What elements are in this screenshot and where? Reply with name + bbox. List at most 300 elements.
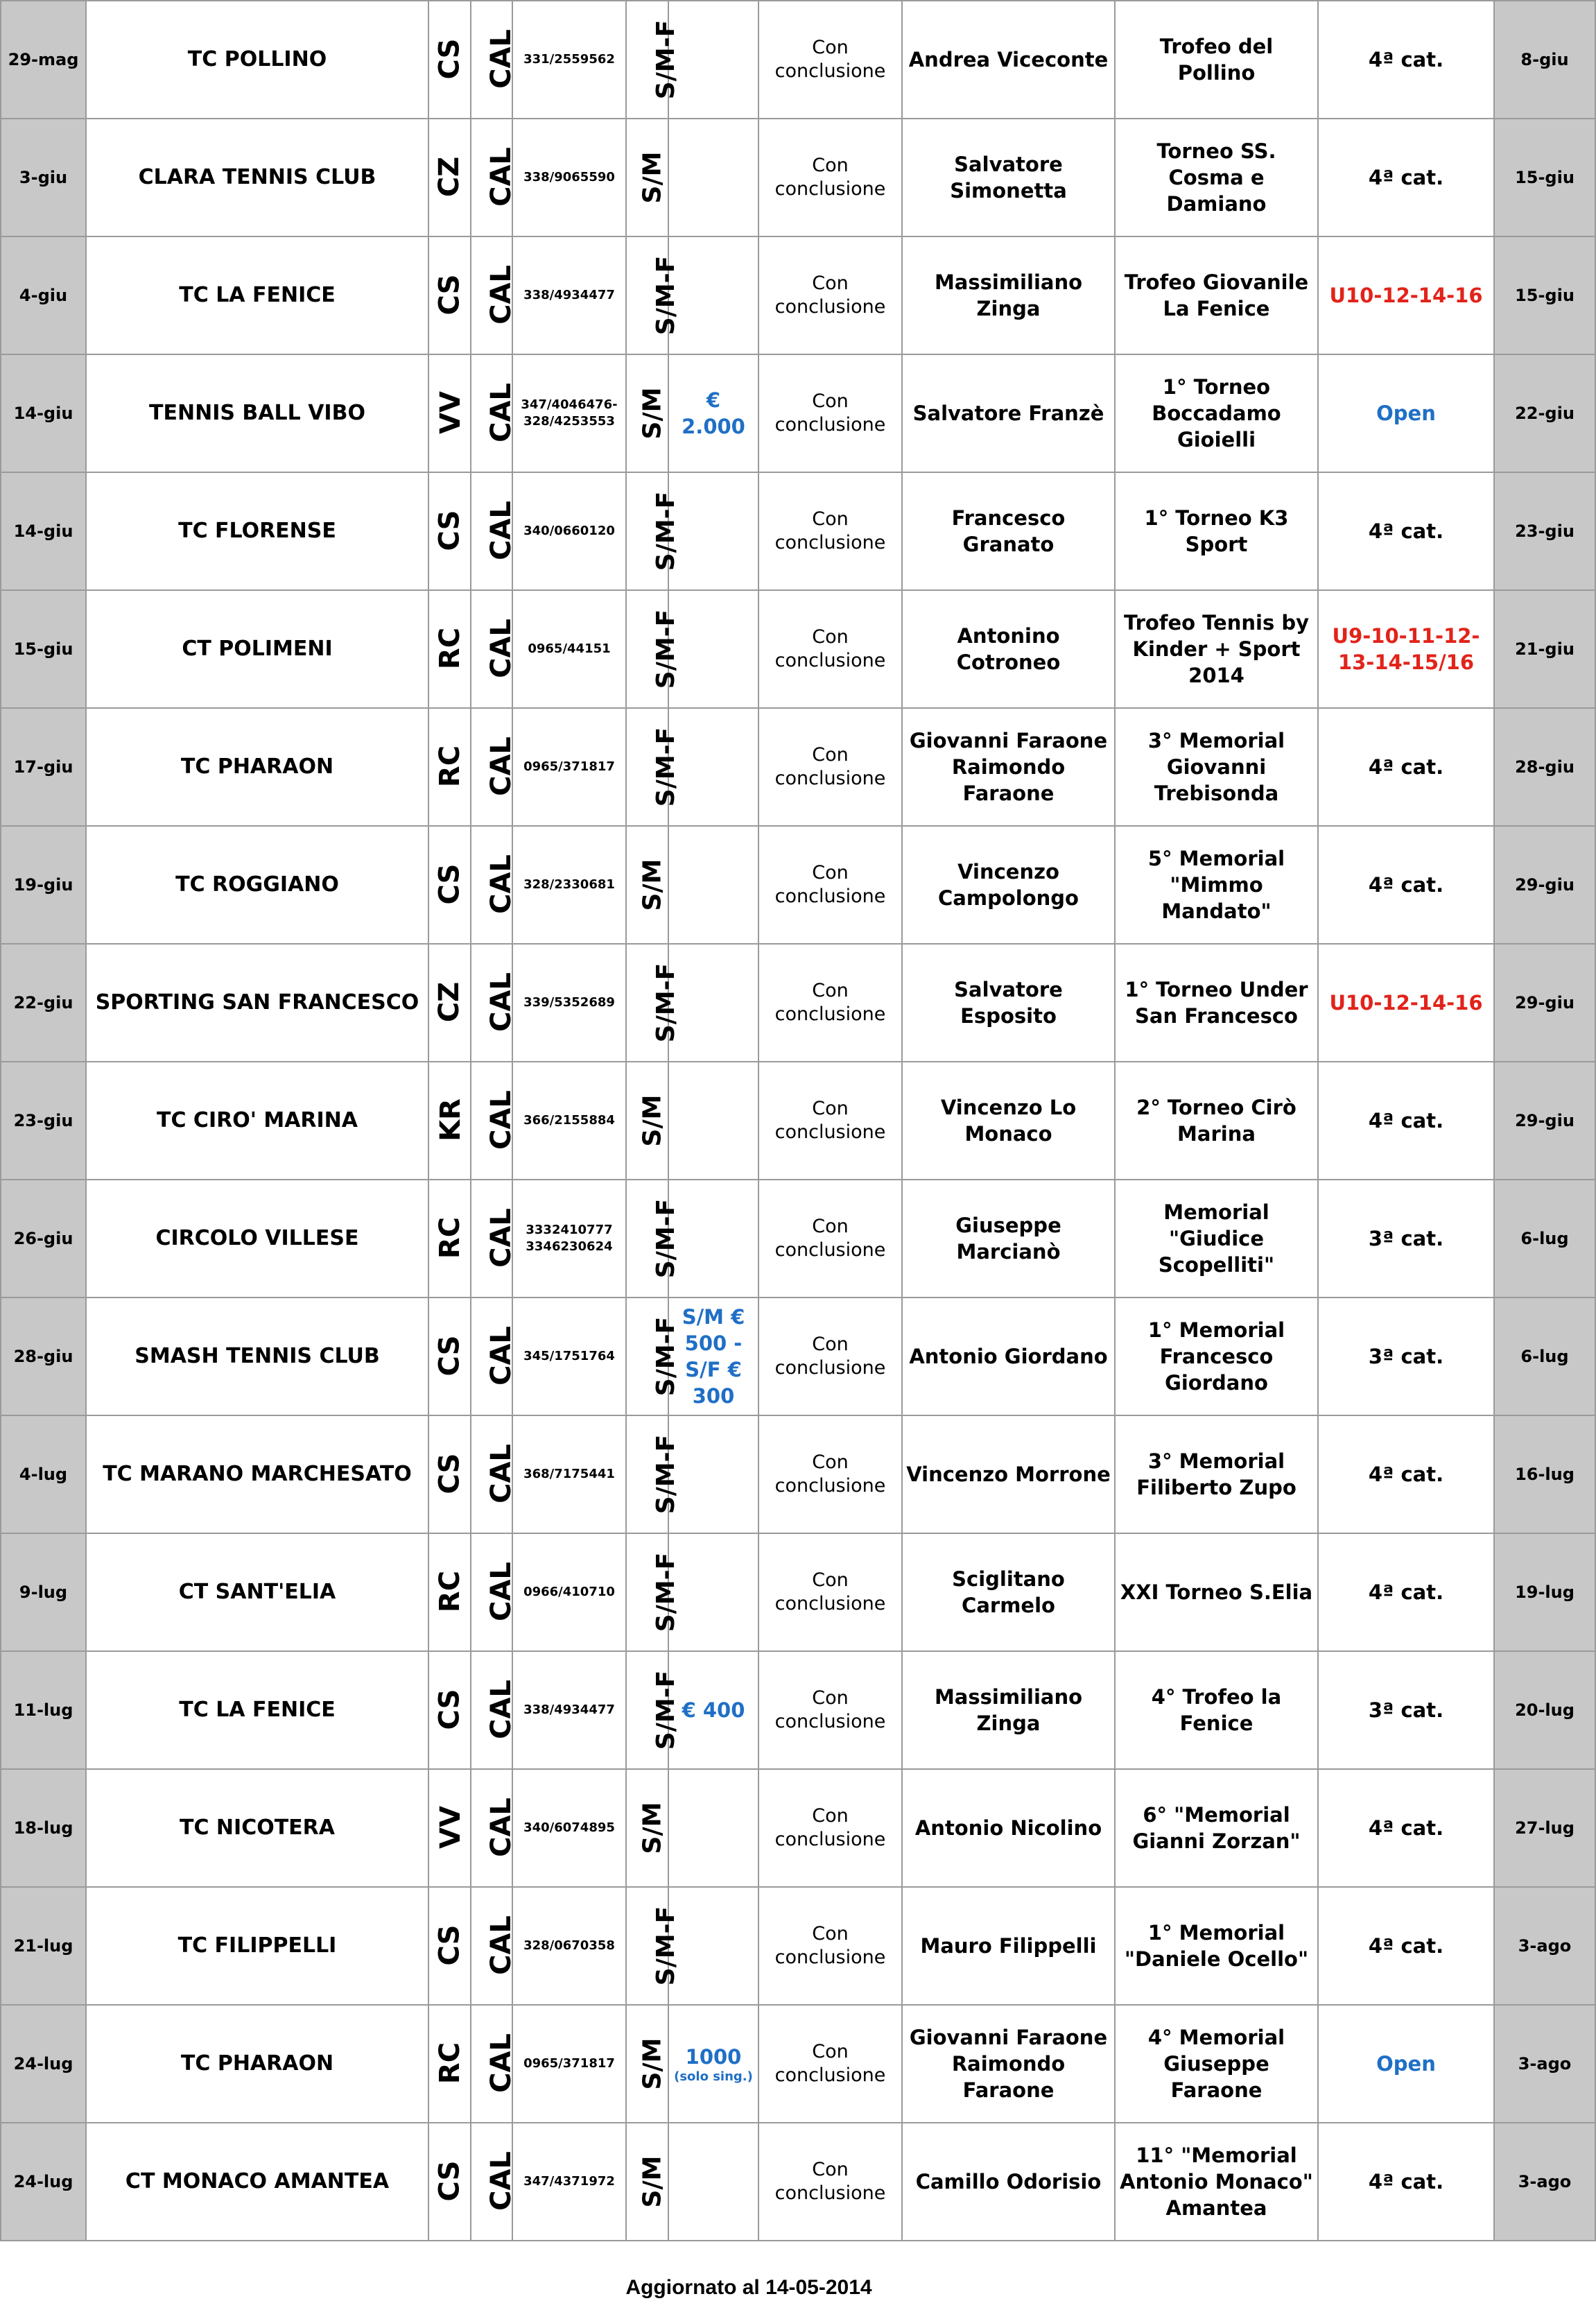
- status-cell: Con conclusione: [758, 590, 902, 708]
- category-sex-cell: [626, 1180, 681, 1298]
- phone-cell: 340/0660120: [512, 472, 626, 590]
- status-cell: Con conclusione: [758, 472, 902, 590]
- province-label: RC: [434, 1216, 467, 1259]
- start-date-cell: 15-giu: [1, 590, 86, 708]
- category-sex-cell: [626, 1651, 681, 1769]
- category-cell: 4ª cat.: [1318, 708, 1494, 826]
- phone-cell: 328/0670358: [512, 1887, 626, 2005]
- province-cell: [428, 1887, 471, 2005]
- status-cell: Con conclusione: [758, 119, 902, 236]
- province-cell: [428, 1533, 471, 1651]
- club-name-cell: SPORTING SAN FRANCESCO: [86, 944, 428, 1062]
- club-name-cell: TC LA FENICE: [86, 236, 428, 354]
- status-cell: Con conclusione: [758, 1180, 902, 1298]
- status-cell: Con conclusione: [758, 1415, 902, 1533]
- director-cell: Camillo Odorisio: [902, 2123, 1115, 2241]
- prize-cell: [668, 2005, 758, 2123]
- director-cell: Antonio Nicolino: [902, 1769, 1115, 1887]
- table-row: [1, 1415, 1595, 1533]
- club-name-cell: CT SANT'ELIA: [86, 1533, 428, 1651]
- table-row: [1, 1887, 1595, 2005]
- region-cell: [471, 2123, 517, 2241]
- category-cell: 4ª cat.: [1318, 2123, 1494, 2241]
- end-date-cell: 8-giu: [1494, 1, 1595, 119]
- end-date-cell: 20-lug: [1494, 1651, 1595, 1769]
- province-label: RC: [434, 627, 467, 669]
- prize-cell: [668, 1769, 758, 1887]
- region-label: CAL: [485, 2150, 517, 2211]
- start-date-cell: 14-giu: [1, 354, 86, 472]
- end-date-cell: 3-ago: [1494, 2005, 1595, 2123]
- category-cell: 4ª cat.: [1318, 826, 1494, 944]
- region-cell: [471, 354, 517, 472]
- province-label: VV: [434, 1805, 467, 1849]
- end-date-cell: 27-lug: [1494, 1769, 1595, 1887]
- province-label: RC: [434, 1570, 467, 1612]
- table-row: [1, 236, 1595, 354]
- region-label: CAL: [485, 1089, 517, 1150]
- table-row: [1, 2005, 1595, 2123]
- region-label: CAL: [485, 736, 517, 796]
- category-cell: 3ª cat.: [1318, 1180, 1494, 1298]
- club-name-cell: CT POLIMENI: [86, 590, 428, 708]
- category-sex-label: S/M-F: [652, 963, 681, 1042]
- province-cell: [428, 2123, 471, 2241]
- category-sex-label: S/M-F: [652, 255, 681, 335]
- region-cell: [471, 708, 517, 826]
- region-label: CAL: [485, 1679, 517, 1739]
- province-label: CS: [433, 1453, 466, 1494]
- status-cell: Con conclusione: [758, 2005, 902, 2123]
- phone-cell: 0965/44151: [512, 590, 626, 708]
- category-sex-cell: [626, 2123, 668, 2241]
- club-name-cell: TC ROGGIANO: [86, 826, 428, 944]
- start-date-cell: 4-lug: [1, 1415, 86, 1533]
- end-date-cell: 15-giu: [1494, 236, 1595, 354]
- region-label: CAL: [485, 972, 517, 1032]
- prize-cell: [668, 590, 758, 708]
- club-name-cell: TC LA FENICE: [86, 1651, 428, 1769]
- province-cell: [428, 1651, 471, 1769]
- category-cell: U10-12-14-16: [1318, 944, 1494, 1062]
- category-cell: Open: [1318, 2005, 1494, 2123]
- end-date-cell: 19-lug: [1494, 1533, 1595, 1651]
- table-row: [1, 708, 1595, 826]
- phone-cell: 0966/410710: [512, 1533, 626, 1651]
- province-label: CS: [433, 863, 466, 904]
- province-cell: [428, 826, 471, 944]
- tournament-name-cell: 4° Memorial Giuseppe Faraone: [1115, 2005, 1318, 2123]
- region-cell: [471, 472, 517, 590]
- status-cell: Con conclusione: [758, 2123, 902, 2241]
- tournament-name-cell: 1° Torneo K3 Sport: [1115, 472, 1318, 590]
- prize-cell: [668, 708, 758, 826]
- update-note: Aggiornato al 14-05-2014: [625, 2276, 872, 2299]
- category-sex-cell: [626, 472, 681, 590]
- category-sex-cell: [626, 708, 681, 826]
- status-cell: Con conclusione: [758, 354, 902, 472]
- province-cell: [428, 590, 471, 708]
- region-cell: [471, 590, 517, 708]
- phone-cell: 328/2330681: [512, 826, 626, 944]
- tournament-name-cell: Memorial "Giudice Scopelliti": [1115, 1180, 1318, 1298]
- prize-cell: [668, 1533, 758, 1651]
- category-cell: 4ª cat.: [1318, 1769, 1494, 1887]
- club-name-cell: SMASH TENNIS CLUB: [86, 1298, 428, 1415]
- province-cell: [428, 236, 471, 354]
- category-sex-label: S/M: [638, 2037, 667, 2089]
- status-cell: Con conclusione: [758, 1769, 902, 1887]
- phone-cell: 347/4371972: [512, 2123, 626, 2241]
- region-label: CAL: [485, 1915, 517, 1975]
- phone-cell: 0965/371817: [512, 708, 626, 826]
- province-cell: [428, 1298, 471, 1415]
- region-cell: [471, 1887, 517, 2005]
- start-date-cell: 21-lug: [1, 1887, 86, 2005]
- category-sex-label: S/M-F: [652, 1316, 681, 1396]
- status-cell: Con conclusione: [758, 1533, 902, 1651]
- prize-cell: [668, 472, 758, 590]
- tournament-name-cell: Torneo SS. Cosma e Damiano: [1115, 119, 1318, 236]
- table-row: [1, 119, 1595, 236]
- director-cell: Mauro Filippelli: [902, 1887, 1115, 2005]
- prize-cell: [668, 944, 758, 1062]
- category-sex-label: S/M: [638, 1802, 667, 1854]
- prize-cell: [668, 2123, 758, 2241]
- region-cell: [471, 1769, 517, 1887]
- region-label: CAL: [485, 1325, 517, 1386]
- start-date-cell: 24-lug: [1, 2123, 86, 2241]
- category-sex-cell: [626, 826, 668, 944]
- province-label: RC: [434, 745, 467, 787]
- table-row: [1, 1062, 1595, 1180]
- region-cell: [471, 2005, 517, 2123]
- province-label: VV: [434, 390, 467, 434]
- category-cell: 3ª cat.: [1318, 1651, 1494, 1769]
- category-cell: 4ª cat.: [1318, 1, 1494, 119]
- category-sex-cell: [626, 944, 681, 1062]
- start-date-cell: 22-giu: [1, 944, 86, 1062]
- director-cell: Andrea Viceconte: [902, 1, 1115, 119]
- start-date-cell: 3-giu: [1, 119, 86, 236]
- club-name-cell: CLARA TENNIS CLUB: [86, 119, 428, 236]
- category-sex-cell: [626, 119, 668, 236]
- end-date-cell: 3-ago: [1494, 1887, 1595, 2005]
- category-sex-cell: [626, 236, 681, 354]
- start-date-cell: 23-giu: [1, 1062, 86, 1180]
- status-cell: Con conclusione: [758, 826, 902, 944]
- end-date-cell: 28-giu: [1494, 708, 1595, 826]
- phone-cell: 347/4046476-328/4253553: [512, 354, 626, 472]
- director-cell: Sciglitano Carmelo: [902, 1533, 1115, 1651]
- status-cell: Con conclusione: [758, 1298, 902, 1415]
- province-label: CS: [433, 1689, 466, 1730]
- club-name-cell: CIRCOLO VILLESE: [86, 1180, 428, 1298]
- status-cell: Con conclusione: [758, 1, 902, 119]
- director-cell: Massimiliano Zinga: [902, 236, 1115, 354]
- status-cell: Con conclusione: [758, 1651, 902, 1769]
- club-name-cell: TC MARANO MARCHESATO: [86, 1415, 428, 1533]
- category-cell: 4ª cat.: [1318, 1062, 1494, 1180]
- province-label: CS: [433, 274, 466, 315]
- category-sex-cell: [626, 590, 681, 708]
- region-cell: [471, 1, 517, 119]
- category-sex-cell: [626, 2005, 668, 2123]
- region-label: CAL: [485, 2033, 517, 2093]
- table-row: [1, 1180, 1595, 1298]
- end-date-cell: 15-giu: [1494, 119, 1595, 236]
- start-date-cell: 18-lug: [1, 1769, 86, 1887]
- start-date-cell: 29-mag: [1, 1, 86, 119]
- prize-cell: € 2.000: [668, 354, 758, 472]
- end-date-cell: 6-lug: [1494, 1180, 1595, 1298]
- category-sex-cell: [626, 1887, 681, 2005]
- category-sex-label: S/M-F: [652, 727, 681, 807]
- director-cell: Salvatore Esposito: [902, 944, 1115, 1062]
- prize-cell: [668, 1415, 758, 1533]
- end-date-cell: 23-giu: [1494, 472, 1595, 590]
- category-sex-label: S/M: [638, 151, 667, 203]
- region-cell: [471, 1651, 517, 1769]
- tournament-name-cell: Trofeo del Pollino: [1115, 1, 1318, 119]
- category-sex-cell: [626, 354, 668, 472]
- category-sex-cell: [626, 1533, 681, 1651]
- province-label: CS: [433, 1924, 466, 1965]
- start-date-cell: 28-giu: [1, 1298, 86, 1415]
- category-sex-label: S/M-F: [652, 609, 681, 689]
- category-sex-label: S/M-F: [652, 491, 681, 571]
- tournament-name-cell: Trofeo Giovanile La Fenice: [1115, 236, 1318, 354]
- table-row: [1, 1769, 1595, 1887]
- director-cell: Vincenzo Lo Monaco: [902, 1062, 1115, 1180]
- director-cell: Salvatore Simonetta: [902, 119, 1115, 236]
- start-date-cell: 14-giu: [1, 472, 86, 590]
- phone-cell: 340/6074895: [512, 1769, 626, 1887]
- province-label: RC: [434, 2042, 467, 2084]
- tournament-name-cell: 1° Torneo Boccadamo Gioielli: [1115, 354, 1318, 472]
- tournament-name-cell: 1° Memorial "Daniele Ocello": [1115, 1887, 1318, 2005]
- tournament-name-cell: 6° "Memorial Gianni Zorzan": [1115, 1769, 1318, 1887]
- province-cell: [428, 119, 471, 236]
- region-label: CAL: [485, 1797, 517, 1857]
- category-cell: 4ª cat.: [1318, 472, 1494, 590]
- table-row: [1, 1533, 1595, 1651]
- province-label: CZ: [433, 981, 466, 1022]
- tournament-name-cell: 1° Memorial Francesco Giordano: [1115, 1298, 1318, 1415]
- table-row: [1, 1298, 1595, 1415]
- director-cell: Vincenzo Morrone: [902, 1415, 1115, 1533]
- region-label: CAL: [485, 1207, 517, 1268]
- end-date-cell: 22-giu: [1494, 354, 1595, 472]
- prize-cell: [668, 236, 758, 354]
- region-cell: [471, 944, 517, 1062]
- start-date-cell: 11-lug: [1, 1651, 86, 1769]
- tournament-name-cell: 3° Memorial Filiberto Zupo: [1115, 1415, 1318, 1533]
- province-label: KR: [434, 1098, 467, 1141]
- phone-cell: 0965/371817: [512, 2005, 626, 2123]
- category-sex-cell: [626, 1415, 681, 1533]
- prize-note: (solo sing.): [674, 2069, 753, 2084]
- phone-cell: 339/5352689: [512, 944, 626, 1062]
- phone-cell: 368/7175441: [512, 1415, 626, 1533]
- phone-cell: 331/2559562: [512, 1, 626, 119]
- end-date-cell: 29-giu: [1494, 1062, 1595, 1180]
- prize-cell: S/M € 500 - S/F € 300: [668, 1298, 758, 1415]
- tournament-name-cell: 5° Memorial "Mimmo Mandato": [1115, 826, 1318, 944]
- director-cell: Massimiliano Zinga: [902, 1651, 1115, 1769]
- start-date-cell: 19-giu: [1, 826, 86, 944]
- club-name-cell: TC FILIPPELLI: [86, 1887, 428, 2005]
- table-row: [1, 1, 1595, 119]
- region-label: CAL: [485, 500, 517, 560]
- category-cell: U10-12-14-16: [1318, 236, 1494, 354]
- end-date-cell: 21-giu: [1494, 590, 1595, 708]
- director-cell: Giuseppe Marcianò: [902, 1180, 1115, 1298]
- region-label: CAL: [485, 1443, 517, 1503]
- phone-cell: 366/2155884: [512, 1062, 626, 1180]
- province-label: CS: [433, 1335, 466, 1376]
- province-cell: [428, 944, 471, 1062]
- director-cell: Francesco Granato: [902, 472, 1115, 590]
- region-cell: [471, 1180, 517, 1298]
- category-sex-cell: [626, 1062, 668, 1180]
- director-cell: Antonio Giordano: [902, 1298, 1115, 1415]
- director-cell: Giovanni Faraone Raimondo Faraone: [902, 2005, 1115, 2123]
- prize-amount: 1000: [685, 2045, 742, 2069]
- province-label: CS: [433, 510, 466, 551]
- category-sex-label: S/M: [638, 2155, 667, 2207]
- category-sex-label: S/M-F: [652, 1906, 681, 1985]
- start-date-cell: 26-giu: [1, 1180, 86, 1298]
- region-cell: [471, 1062, 517, 1180]
- region-cell: [471, 826, 517, 944]
- phone-cell: 338/9065590: [512, 119, 626, 236]
- category-sex-cell: [626, 1298, 681, 1415]
- region-label: CAL: [485, 1561, 517, 1621]
- province-cell: [428, 708, 471, 826]
- start-date-cell: 4-giu: [1, 236, 86, 354]
- status-cell: Con conclusione: [758, 1887, 902, 2005]
- start-date-cell: 17-giu: [1, 708, 86, 826]
- province-cell: [428, 1415, 471, 1533]
- table-body: [1, 1, 1595, 2241]
- category-sex-label: S/M: [638, 1094, 667, 1146]
- region-cell: [471, 1298, 517, 1415]
- tournament-name-cell: Trofeo Tennis by Kinder + Sport 2014: [1115, 590, 1318, 708]
- category-sex-label: S/M-F: [652, 1552, 681, 1632]
- phone-cell: 338/4934477: [512, 1651, 626, 1769]
- region-label: CAL: [485, 382, 517, 442]
- prize-cell: [668, 119, 758, 236]
- end-date-cell: 16-lug: [1494, 1415, 1595, 1533]
- region-cell: [471, 119, 517, 236]
- category-sex-label: S/M-F: [652, 1670, 681, 1750]
- director-cell: Vincenzo Campolongo: [902, 826, 1115, 944]
- status-cell: Con conclusione: [758, 1062, 902, 1180]
- end-date-cell: 29-giu: [1494, 944, 1595, 1062]
- table-row: [1, 944, 1595, 1062]
- table-row: [1, 472, 1595, 590]
- end-date-cell: 6-lug: [1494, 1298, 1595, 1415]
- phone-cell: 338/4934477: [512, 236, 626, 354]
- province-label: CS: [433, 2160, 466, 2201]
- region-cell: [471, 1415, 517, 1533]
- region-label: CAL: [485, 28, 517, 89]
- table-row: [1, 826, 1595, 944]
- prize-cell: € 400: [668, 1651, 758, 1769]
- director-cell: Antonino Cotroneo: [902, 590, 1115, 708]
- province-cell: [428, 472, 471, 590]
- province-cell: [428, 1769, 471, 1887]
- club-name-cell: TC NICOTERA: [86, 1769, 428, 1887]
- prize-cell: [668, 1062, 758, 1180]
- province-cell: [428, 354, 471, 472]
- category-sex-label: S/M-F: [652, 1198, 681, 1278]
- end-date-cell: 29-giu: [1494, 826, 1595, 944]
- category-cell: 4ª cat.: [1318, 1415, 1494, 1533]
- category-cell: 3ª cat.: [1318, 1298, 1494, 1415]
- province-cell: [428, 1, 471, 119]
- region-cell: [471, 1533, 517, 1651]
- province-cell: [428, 2005, 471, 2123]
- tournament-name-cell: 4° Trofeo la Fenice: [1115, 1651, 1318, 1769]
- region-label: CAL: [485, 264, 517, 325]
- region-label: CAL: [485, 618, 517, 678]
- tournament-name-cell: 3° Memorial Giovanni Trebisonda: [1115, 708, 1318, 826]
- prize-cell: [668, 1180, 758, 1298]
- table-row: [1, 354, 1595, 472]
- club-name-cell: TC PHARAON: [86, 2005, 428, 2123]
- category-sex-label: S/M-F: [652, 19, 681, 99]
- table-row: [1, 590, 1595, 708]
- prize-cell: [668, 826, 758, 944]
- province-label: CZ: [433, 156, 466, 197]
- category-sex-label: S/M-F: [652, 1434, 681, 1514]
- tournament-name-cell: 11° "Memorial Antonio Monaco" Amantea: [1115, 2123, 1318, 2241]
- province-label: CS: [433, 38, 466, 79]
- tournament-name-cell: 1° Torneo Under San Francesco: [1115, 944, 1318, 1062]
- club-name-cell: TC PHARAON: [86, 708, 428, 826]
- status-cell: Con conclusione: [758, 708, 902, 826]
- club-name-cell: CT MONACO AMANTEA: [86, 2123, 428, 2241]
- category-sex-label: S/M: [638, 859, 667, 911]
- prize-cell: [668, 1, 758, 119]
- category-cell: Open: [1318, 354, 1494, 472]
- end-date-cell: 3-ago: [1494, 2123, 1595, 2241]
- tournament-name-cell: XXI Torneo S.Elia: [1115, 1533, 1318, 1651]
- category-cell: 4ª cat.: [1318, 119, 1494, 236]
- table-row: [1, 2123, 1595, 2241]
- start-date-cell: 9-lug: [1, 1533, 86, 1651]
- prize-cell: [668, 1887, 758, 2005]
- category-cell: 4ª cat.: [1318, 1887, 1494, 2005]
- director-cell: Salvatore Franzè: [902, 354, 1115, 472]
- region-label: CAL: [485, 146, 517, 207]
- phone-cell: 345/1751764: [512, 1298, 626, 1415]
- table-row: [1, 1651, 1595, 1769]
- province-cell: [428, 1180, 471, 1298]
- start-date-cell: 24-lug: [1, 2005, 86, 2123]
- category-cell: 4ª cat.: [1318, 1533, 1494, 1651]
- category-cell: U9-10-11-12-13-14-15/16: [1318, 590, 1494, 708]
- director-cell: Giovanni Faraone Raimondo Faraone: [902, 708, 1115, 826]
- club-name-cell: TC FLORENSE: [86, 472, 428, 590]
- phone-cell: 3332410777 3346230624: [512, 1180, 626, 1298]
- status-cell: Con conclusione: [758, 236, 902, 354]
- province-cell: [428, 1062, 471, 1180]
- region-label: CAL: [485, 854, 517, 914]
- club-name-cell: TC CIRO' MARINA: [86, 1062, 428, 1180]
